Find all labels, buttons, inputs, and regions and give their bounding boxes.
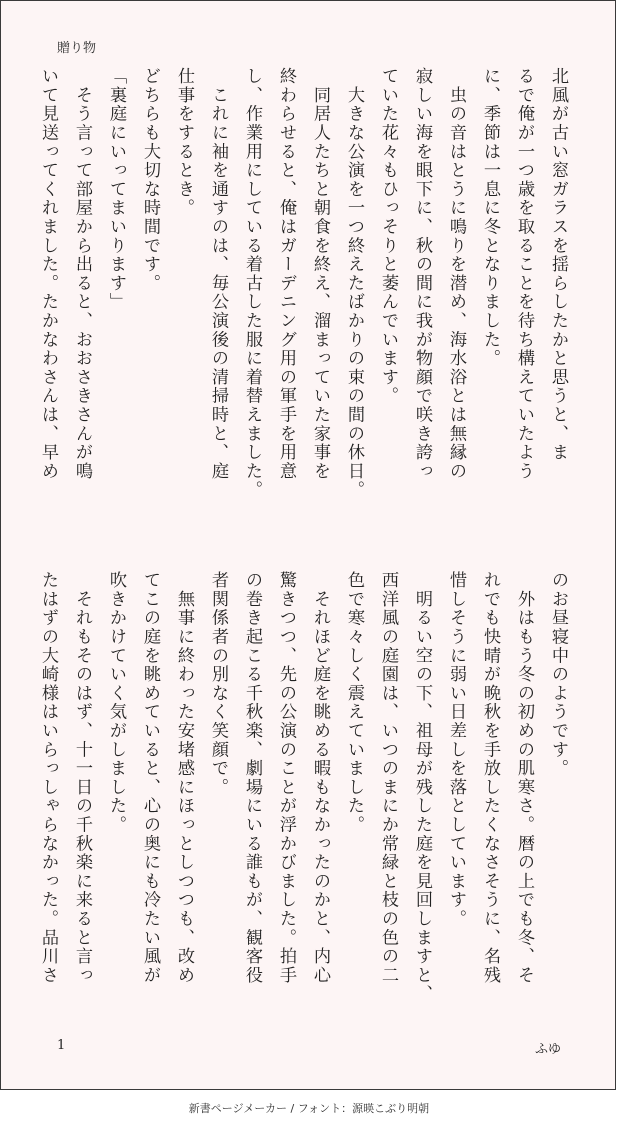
text-line: 吹きかけていく気がしました。 — [106, 571, 126, 835]
text-line: 者関係者の別なく笑顔で。 — [208, 571, 228, 797]
text-line: いて見送ってくれました。たかなわさんは、早め — [38, 67, 58, 481]
text-line: に、季節は一息に冬となりました。 — [480, 67, 500, 368]
author-name: ふゆ — [535, 1042, 562, 1057]
text-line: それほど庭を眺める暇もなかったのかと、内心 — [310, 571, 330, 985]
text-line: し、作業用にしている着古した服に着替えました。 — [242, 67, 262, 500]
text-line: 大きな公演を一つ終えたばかりの束の間の休日。 — [344, 67, 364, 500]
text-line: 寂しい海を眼下に、秋の間に我が物顔で咲き誇っ — [412, 67, 432, 481]
text-block-bottom — [38, 571, 575, 1033]
text-line: 明るい空の下、祖母が残した庭を見回しますと、 — [412, 571, 432, 1004]
text-line: 西洋風の庭園は、いつのまにか常緑と枝の色の二 — [378, 571, 398, 985]
text-line: 色で寒々しく震えていました。 — [344, 571, 364, 835]
text-line: の巻き起こる千秋楽、劇場にいる誰もが、観客役 — [242, 571, 262, 985]
footer-credit: 新書ページメーカー / フォント：源暎こぶり明朝 — [188, 1102, 430, 1115]
text-line: 同居人たちと朝食を終え、溜まっていた家事を — [310, 67, 330, 481]
page-number: 1 — [57, 1038, 66, 1053]
text-line: それもそのはず、十一日の千秋楽に来ると言っ — [72, 571, 92, 985]
text-line: どちらも大切な時間です。 — [140, 67, 160, 293]
text-block-top — [38, 67, 575, 529]
text-line: 終わらせると、俺はガーデニング用の軍手を用意 — [276, 67, 296, 481]
text-line: 仕事をするとき。 — [174, 67, 194, 218]
text-line: 虫の音はとうに鳴りを潜め、海水浴とは無縁の — [446, 67, 466, 481]
text-line: 北風が古い窓ガラスを揺らしたかと思うと、ま — [548, 67, 568, 462]
text-line: 惜しそうに弱い日差しを落としています。 — [446, 571, 466, 929]
text-line: のお昼寝中のようです。 — [548, 571, 568, 778]
text-line: るで俺が一つ歳を取ることを待ち構えていたよう — [514, 67, 534, 481]
text-line: そう言って部屋から出ると、おおさきさんが鳴 — [72, 67, 92, 481]
page-title: 贈り物 — [57, 41, 97, 56]
text-line: ていた花々もひっそりと萎んでいます。 — [378, 67, 398, 406]
text-line: てこの庭を眺めていると、心の奥にも冷たい風が — [140, 571, 160, 985]
text-line: これに袖を通すのは、毎公演後の清掃時と、庭 — [208, 67, 228, 481]
text-line: 外はもう冬の初めの肌寒さ。暦の上でも冬、そ — [514, 571, 534, 985]
text-line: 「裏庭にいってまいります」 — [106, 67, 126, 312]
text-line: たはずの大崎様はいらっしゃらなかった。品川さ — [38, 571, 58, 985]
text-line: 無事に終わった安堵感にほっとしつつも、改め — [174, 571, 194, 985]
text-line: れでも快晴が晩秋を手放したくなさそうに、名残 — [480, 571, 500, 985]
text-line: 驚きつつ、先の公演のことが浮かびました。拍手 — [276, 571, 296, 985]
